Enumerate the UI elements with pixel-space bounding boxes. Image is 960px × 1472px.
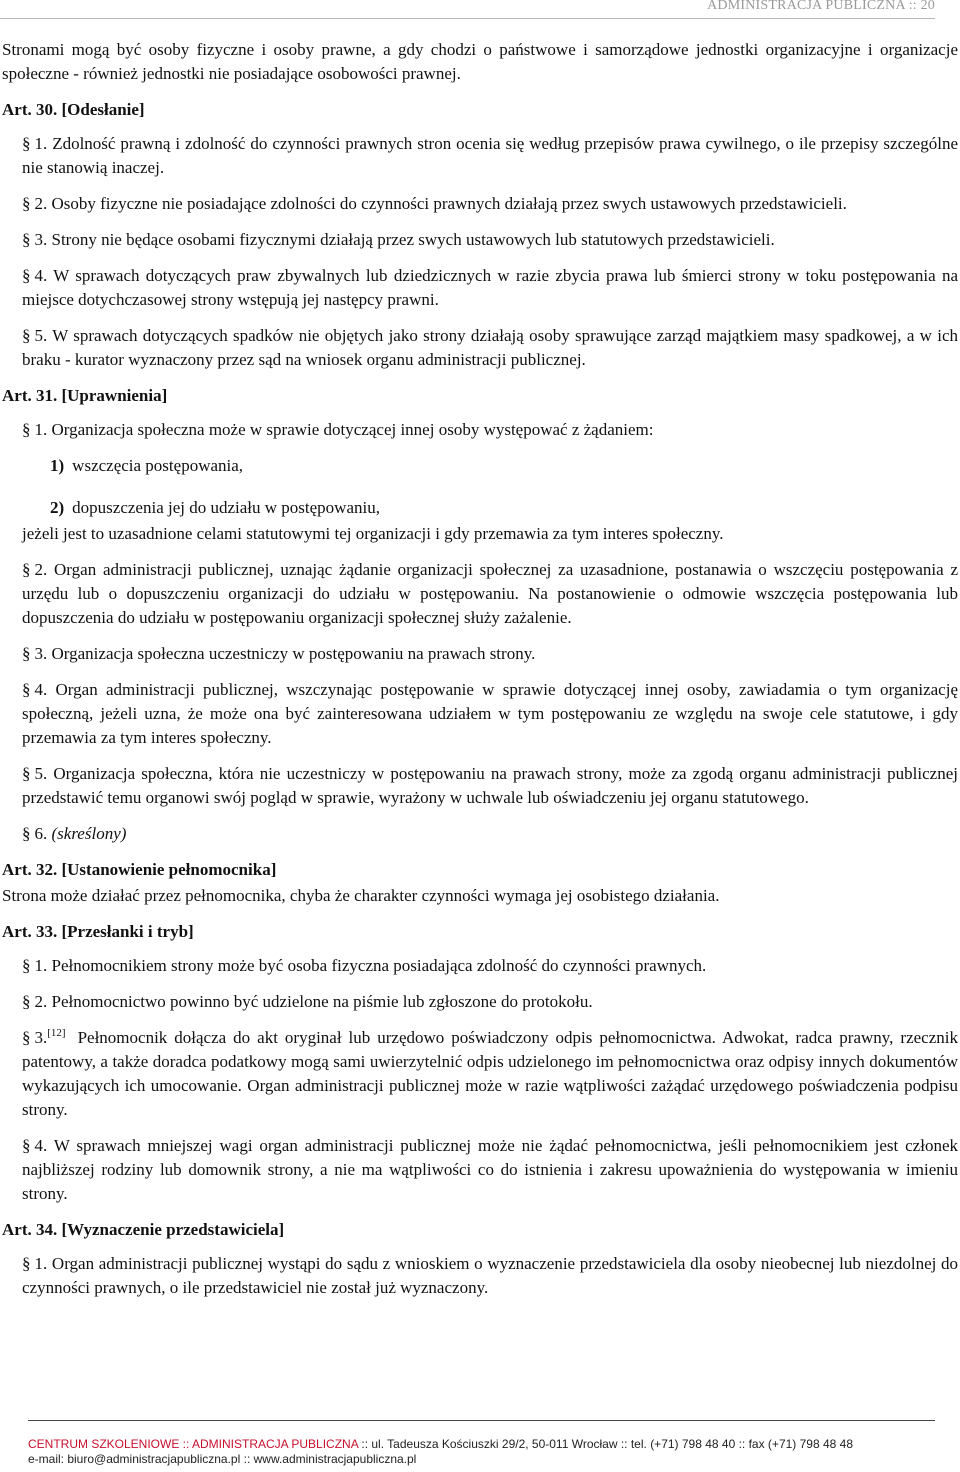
section-sign: § [22, 420, 31, 439]
art30-para-1: § 1. Zdolność prawną i zdolność do czynności prawnych stron ocenia się według przepisów prawa cywilnego, o ile przepisy szczególne nie stanowią inaczej. [22, 134, 958, 177]
section-sign: § [22, 644, 31, 663]
art31-para-6: § 6. (skreślony) [22, 824, 127, 843]
footnote-reference[interactable]: [12] [47, 1027, 66, 1040]
art31-para-4: § 4. Organ administracji publicznej, wszczynając postępowanie w sprawie dotyczącej innej osoby, zawiadamia o tym organizację społeczną, jeżeli uzna, że może ona być zainteresowana udziałem w tym postępowaniu ze względu na swoje cele statutowe, i gdy przemawia za tym interes społeczny. [22, 680, 958, 747]
art30-para-4: § 4. W sprawach dotyczących praw zbywalnych lub dziedzicznych w razie zbycia prawa lub śmierci strony w toku postępowania na miejsce dotychczasowej strony wstępują jej następcy prawni. [22, 266, 958, 309]
list-item: 2) dopuszczenia jej do udziału w postępowaniu, [50, 498, 380, 517]
document-body [2, 38, 958, 1312]
intro-paragraph: Stronami mogą być osoby fizyczne i osoby prawne, a gdy chodzi o państwowe i samorządowe jednostki organizacyjne i organizacje społeczne - również jednostki nie posiadające osobowości prawnej. [2, 40, 958, 83]
section-sign: § [22, 194, 31, 213]
art34-para-1: § 1. Organ administracji publicznej wystąpi do sądu z wnioskiem o wyznaczenie przedstawiciela dla osoby nieobecnej lub niezdolnej do czynności prawnych, o ile przedstawiciel nie został już wyznaczony. [22, 1254, 958, 1297]
art30-para-5: § 5. W sprawach dotyczących spadków nie objętych jako strony działają osoby sprawujące zarząd majątkiem masy spadkowej, a w ich braku - kurator wyznaczony przez sąd na wniosek organu administracji publicznej. [22, 326, 958, 369]
section-sign: § [22, 326, 31, 345]
section-sign: § [22, 680, 31, 699]
section-sign: § [22, 266, 31, 285]
art31-para-3: § 3. Organizacja społeczna uczestniczy w postępowaniu na prawach strony. [22, 644, 536, 663]
section-sign: § [22, 134, 31, 153]
article-34-heading: Art. 34. [Wyznaczenie przedstawiciela] [2, 1220, 285, 1239]
art33-para-1: § 1. Pełnomocnikiem strony może być osoba fizyczna posiadająca zdolność do czynności prawnych. [22, 956, 707, 975]
art31-para-5: § 5. Organizacja społeczna, która nie uczestniczy w postępowaniu na prawach strony, może za zgodą organu administracji publicznej przedstawić temu organowi swój pogląd w sprawie, wyrażony w uchwale lub oświadczeniu jej organu statutowego. [22, 764, 958, 807]
art30-para-3: § 3. Strony nie będące osobami fizycznymi działają przez swych ustawowych lub statutowych przedstawicieli. [22, 230, 775, 249]
article-31-heading: Art. 31. [Uprawnienia] [2, 386, 168, 405]
section-sign: § [22, 1028, 31, 1047]
header-title: ADMINISTRACJA PUBLICZNA :: 20 [707, 0, 935, 13]
section-sign: § [22, 992, 31, 1011]
section-sign: § [22, 560, 31, 579]
art33-para-2: § 2. Pełnomocnictwo powinno być udzielone na piśmie lub zgłoszone do protokołu. [22, 992, 593, 1011]
article-33-heading: Art. 33. [Przesłanki i tryb] [2, 922, 194, 941]
list-item: 1) wszczęcia postępowania, [50, 456, 244, 475]
article-30-heading: Art. 30. [Odesłanie] [2, 100, 145, 119]
section-sign: § [22, 230, 31, 249]
footer-brand: CENTRUM SZKOLENIOWE :: ADMINISTRACJA PUBLICZNA [28, 1437, 359, 1451]
footer-contact[interactable]: e-mail: biuro@administracjapubliczna.pl :: www.administracjapubliczna.pl [28, 1452, 417, 1466]
art31-para-2: § 2. Organ administracji publicznej, uznając żądanie organizacji społecznej za uzasadnione, postanawia o wszczęciu postępowania z urzędu lub o dopuszczeniu organizacji do udziału w postępowaniu. Na postanowienie o odmowie wszczęcia postępowania lub dopuszczenia do udziału w postępowaniu organizacji społecznej służy zażalenie. [22, 560, 958, 627]
page-header [0, 0, 935, 19]
section-sign: § [22, 764, 31, 783]
footer-address-line [28, 1437, 935, 1451]
section-sign: § [22, 1136, 31, 1155]
art31-para-1-continuation: jeżeli jest to uzasadnione celami statutowymi tej organizacji i gdy przemawia za tym interes społeczny. [22, 524, 724, 543]
section-sign: § [22, 824, 31, 843]
section-sign: § [22, 1254, 31, 1273]
section-sign: § [22, 956, 31, 975]
page-footer [28, 1420, 935, 1466]
art33-para-4: § 4. W sprawach mniejszej wagi organ administracji publicznej może nie żądać pełnomocnictwa, jeśli pełnomocnikiem jest członek najbliższej rodziny lub domownik strony, a nie ma wątpliwości co do istnienia i zakresu upoważnienia do występowania w imieniu strony. [22, 1136, 958, 1203]
art30-para-2: § 2. Osoby fizyczne nie posiadające zdolności do czynności prawnych działają przez swych ustawowych przedstawicieli. [22, 194, 847, 213]
art33-para-3: § 3.[12] Pełnomocnik dołącza do akt oryginał lub urzędowo poświadczony odpis pełnomocnictwa. Adwokat, radca prawny, rzecznik patentowy, a także doradca podatkowy mogą sami uwierzytelnić odpis udzielonego im pełnomocnictwa oraz odpisy innych dokumentów wykazujących ich umocowanie. Organ administracji publicznej może w razie wątpliwości zażądać urzędowego poświadczenia podpisu strony. [22, 1027, 958, 1119]
art32-para-1: Strona może działać przez pełnomocnika, chyba że charakter czynności wymaga jej osobistego działania. [2, 886, 720, 905]
footer-address: :: ul. Tadeusza Kościuszki 29/2, 50-011 Wrocław :: tel. (+71) 798 48 40 :: fax (+71) 798 48 48 [358, 1437, 853, 1451]
article-32-heading: Art. 32. [Ustanowienie pełnomocnika] [2, 860, 277, 879]
art31-para-1: § 1. Organizacja społeczna może w sprawie dotyczącej innej osoby występować z żądaniem: [22, 420, 654, 439]
